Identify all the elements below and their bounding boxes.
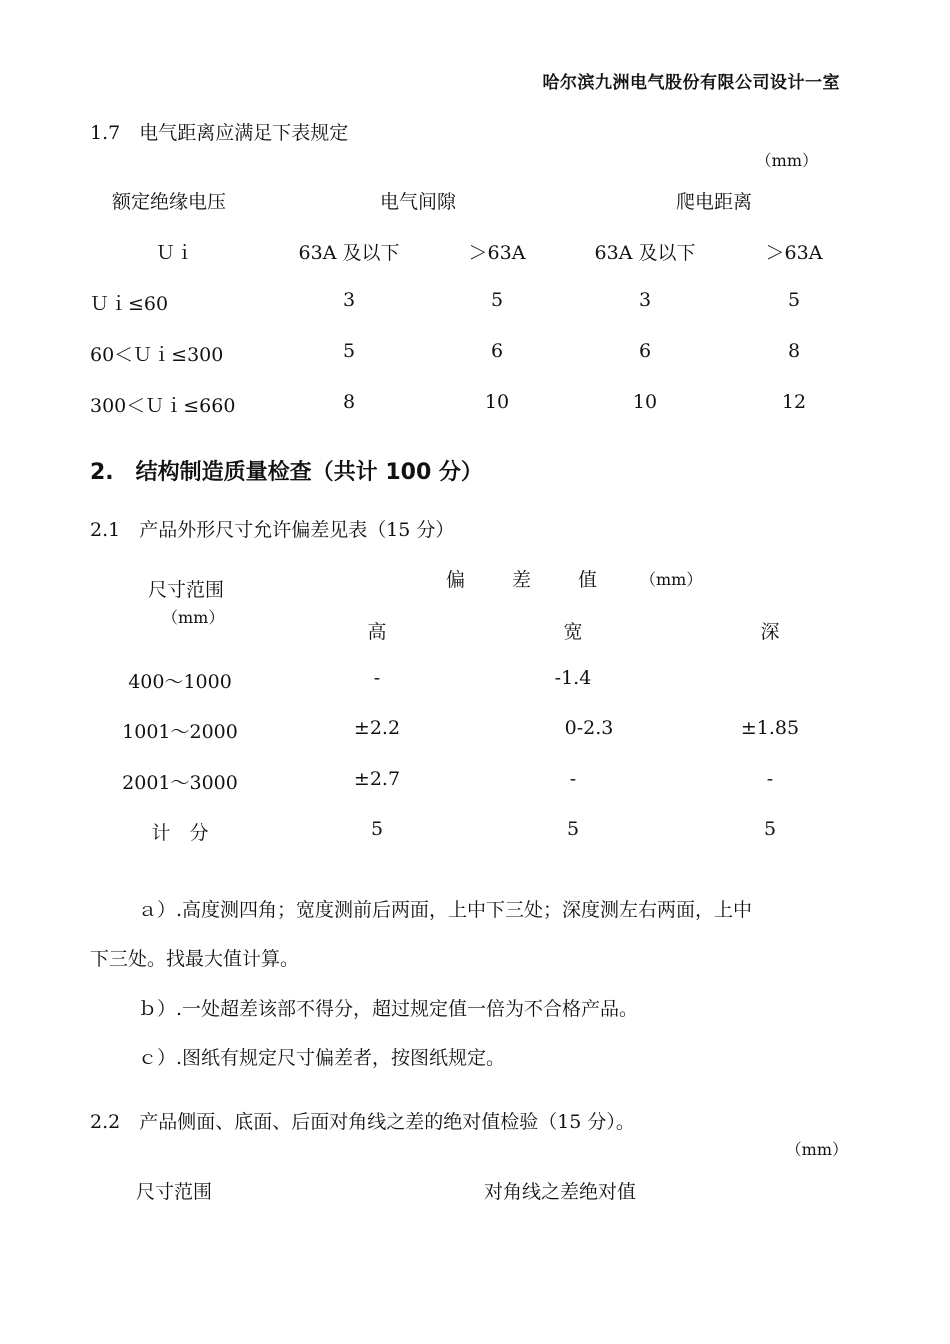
table-cell: ±2.2 <box>353 717 401 739</box>
table-cell: - <box>569 768 577 790</box>
head-clearance-over-63: ＞63A <box>468 242 526 264</box>
col-size-range: 尺寸范围 <box>136 1181 213 1203</box>
table-cell: 10 <box>484 391 510 413</box>
col-creepage: 爬电距离 <box>676 191 753 213</box>
col-height: 高 <box>367 621 387 643</box>
unit-label: （mm） <box>755 151 818 170</box>
table-cell: 5 <box>342 340 356 362</box>
table-cell: 12 <box>781 391 807 413</box>
deviation-char: 值 <box>578 569 598 591</box>
deviation-unit: （mm） <box>640 570 703 589</box>
unit-label: （mm） <box>785 1140 848 1159</box>
table-row-label: 1001～2000 <box>122 721 238 743</box>
table-cell: - <box>373 667 381 689</box>
head-ui: Ｕｉ <box>155 242 194 264</box>
table-cell: 0-2.3 <box>564 717 614 739</box>
head-creepage-63-below: 63A 及以下 <box>594 242 696 264</box>
section-2-heading: 2. 结构制造质量检查（共计 100 分） <box>90 460 483 485</box>
section-2-2-title: 2.2 产品侧面、底面、后面对角线之差的绝对值检验（15 分）。 <box>90 1111 635 1133</box>
head-creepage-over-63: ＞63A <box>765 242 823 264</box>
table-row-label: 2001～3000 <box>122 772 238 794</box>
table-cell: 6 <box>638 340 652 362</box>
note-c: ｃ）.图纸有规定尺寸偏差者，按图纸规定。 <box>138 1047 506 1069</box>
table-row-label: Ｕｉ≤60 <box>90 293 169 315</box>
table-cell: 5 <box>490 289 504 311</box>
table-cell: - <box>766 768 774 790</box>
table-cell: 3 <box>342 289 356 311</box>
note-a-line2: 下三处。找最大值计算。 <box>90 948 300 970</box>
col-size-range-unit: （mm） <box>162 608 225 627</box>
table-row-label: 300＜Ｕｉ≤660 <box>90 395 236 417</box>
table-cell: 10 <box>632 391 658 413</box>
company-header: 哈尔滨九洲电气股份有限公司设计一室 <box>542 73 840 93</box>
table-cell: 5 <box>763 818 777 840</box>
col-clearance: 电气间隙 <box>380 191 457 213</box>
table-cell: 5 <box>370 818 384 840</box>
table-row-label: 60＜Ｕｉ≤300 <box>90 344 224 366</box>
table-cell: -1.4 <box>554 667 592 689</box>
section-1-7-title: 1.7 电气距离应满足下表规定 <box>90 122 349 144</box>
note-a-line1: ａ）.高度测四角；宽度测前后两面，上中下三处；深度测左右两面，上中 <box>138 899 753 921</box>
table-cell: ±1.85 <box>740 717 800 739</box>
table-row-label: 计 分 <box>151 822 209 844</box>
table-cell: 3 <box>638 289 652 311</box>
table-cell: 5 <box>787 289 801 311</box>
deviation-char: 偏 <box>446 569 466 591</box>
col-depth: 深 <box>760 621 780 643</box>
col-width: 宽 <box>563 621 583 643</box>
section-2-1-title: 2.1 产品外形尺寸允许偏差见表（15 分） <box>90 519 455 541</box>
table-cell: 8 <box>342 391 356 413</box>
table-row-label: 400～1000 <box>128 671 232 693</box>
table-cell: 6 <box>490 340 504 362</box>
col-size-range: 尺寸范围 <box>148 579 225 601</box>
head-clearance-63-below: 63A 及以下 <box>298 242 400 264</box>
col-diagonal-diff: 对角线之差绝对值 <box>484 1181 637 1203</box>
table-cell: ±2.7 <box>353 768 401 790</box>
table-cell: 8 <box>787 340 801 362</box>
table-cell: 5 <box>566 818 580 840</box>
col-rated-voltage: 额定绝缘电压 <box>112 191 227 213</box>
note-b: ｂ）.一处超差该部不得分，超过规定值一倍为不合格产品。 <box>138 998 639 1020</box>
deviation-char: 差 <box>512 569 532 591</box>
